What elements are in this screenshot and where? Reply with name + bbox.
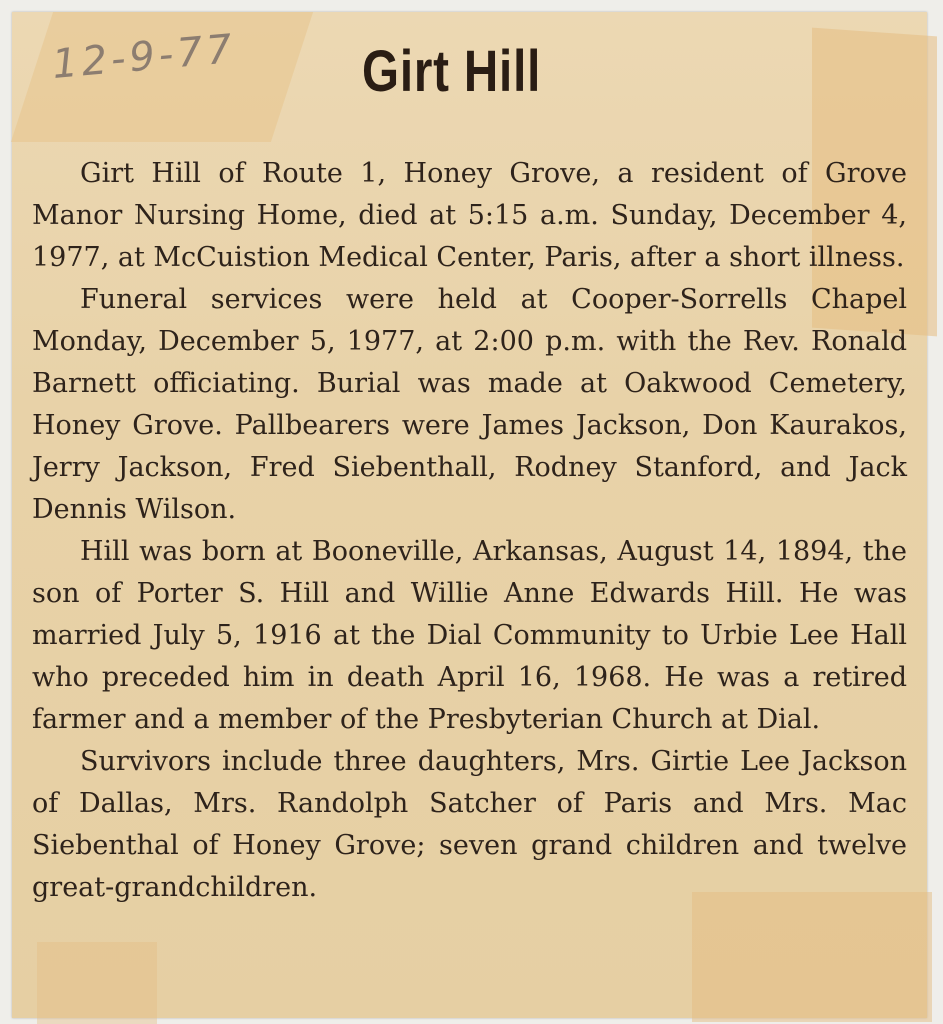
handwritten-date: 12-9-77	[50, 26, 238, 88]
tape-strip-bottom-left	[37, 942, 157, 1024]
paragraph-biography: Hill was born at Booneville, Arkansas, August 14, 1894, the son of Porter S. Hill and Willie Anne Edwards Hill. He was married July 5, 1916 at the Dial Community to Urbie Lee Hall who preceded him in death April 16, 1968. He was a retired farmer and a member of the Presbyterian Church at Dial.	[32, 536, 907, 735]
paragraph-death-notice: Girt Hill of Route 1, Honey Grove, a resident of Grove Manor Nursing Home, died at 5:15 a.m. Sunday, December 4, 1977, at McCuistion Medical Center, Paris, after a short illness.	[32, 158, 907, 273]
obituary-headline: Girt Hill	[362, 39, 542, 104]
paragraph-funeral-services: Funeral services were held at Cooper-Sorrells Chapel Monday, December 5, 1977, at 2:00 p.m. with the Rev. Ronald Barnett officiating. Burial was made at Oakwood Cemetery, Honey Grove. Pallbearers were James Jackson, Don Kaurakos, Jerry Jackson, Fred Siebenthall, Rodney Stanford, and Jack Dennis Wilson.	[32, 284, 907, 525]
paragraph-survivors: Survivors include three daughters, Mrs. Girtie Lee Jackson of Dallas, Mrs. Randolph Satcher of Paris and Mrs. Mac Siebenthal of Honey Grove; seven grand children and twelve great-grandchildren.	[32, 746, 907, 903]
obituary-body	[32, 153, 907, 909]
tape-strip-bottom-right	[692, 892, 932, 1022]
